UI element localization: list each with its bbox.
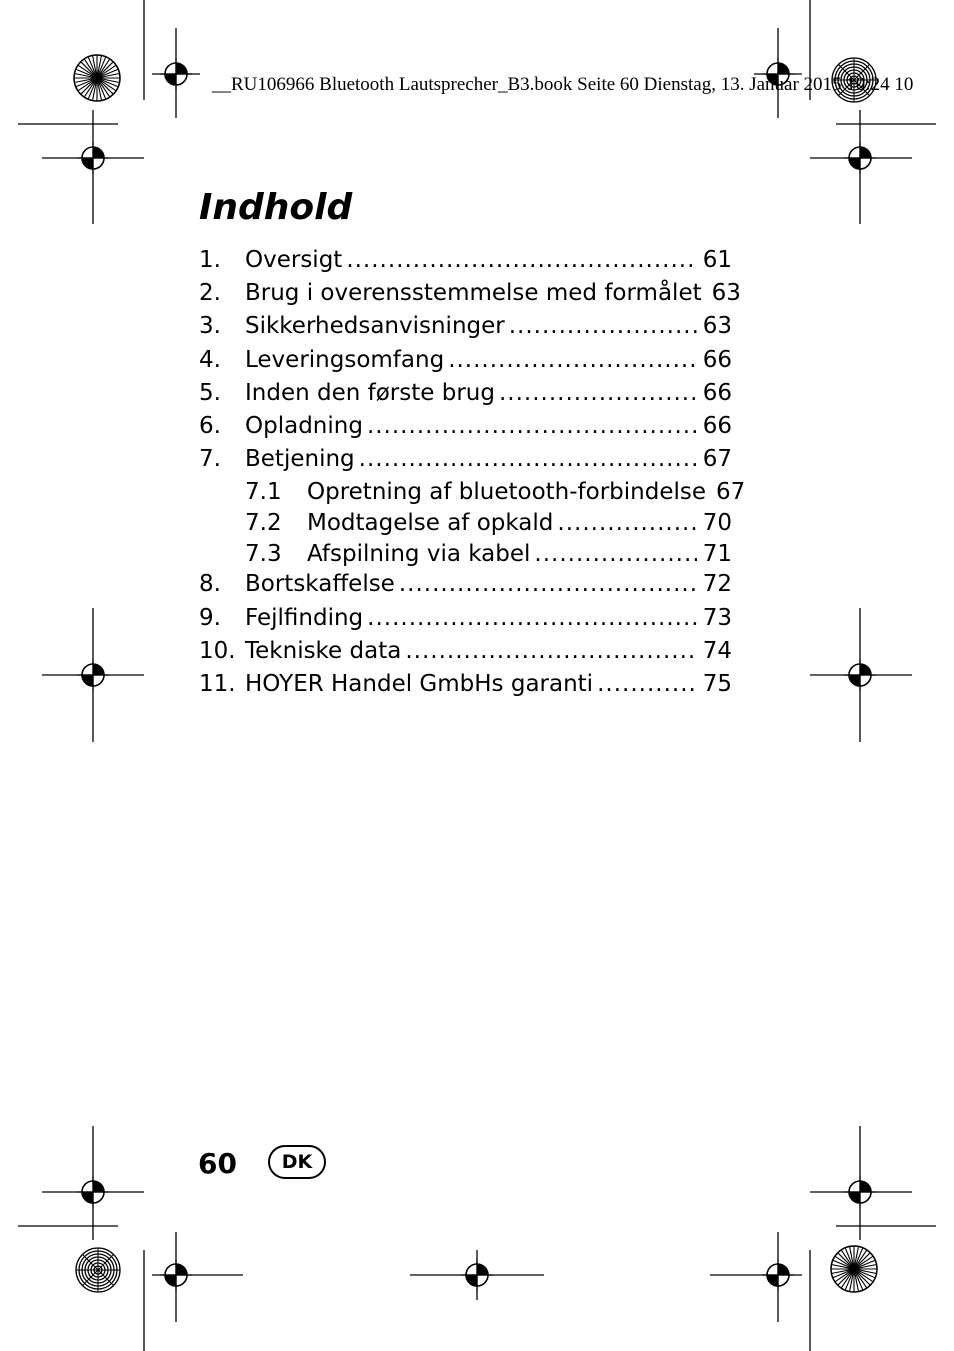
- toc-dot-leader: [399, 573, 697, 596]
- toc-entry-number: 7.3: [245, 540, 282, 567]
- toc-entry[interactable]: [199, 670, 732, 706]
- toc-entry[interactable]: [199, 280, 741, 315]
- toc-entry-number: 2.: [199, 280, 221, 307]
- toc-entry-label: Inden den første brug: [245, 379, 495, 406]
- toc-entry-page: 70: [702, 510, 732, 536]
- toc-entry-label: Afspilning via kabel: [307, 540, 531, 567]
- language-badge: DK: [268, 1145, 326, 1179]
- toc-entry-page: 67: [702, 446, 732, 473]
- toc-dot-leader: [534, 543, 696, 566]
- toc-entry-page: 66: [702, 379, 732, 406]
- toc-entry-page: 63: [711, 280, 741, 307]
- toc-dot-leader: [346, 249, 696, 272]
- toc-entry-number: 9.: [199, 604, 221, 631]
- toc-dot-leader: [499, 382, 697, 405]
- toc-entry-number: 10.: [199, 637, 236, 664]
- toc-entry-number: 11.: [199, 670, 236, 697]
- toc-entry-number: 1.: [199, 247, 221, 273]
- toc-entry-number: 7.2: [245, 510, 282, 536]
- toc-entry-page: 72: [702, 571, 732, 598]
- toc-entry-page: 74: [702, 637, 732, 664]
- toc-entry-label: Bortskaffelse: [245, 571, 395, 598]
- toc-dot-leader: [367, 415, 697, 438]
- toc-entry[interactable]: [199, 637, 732, 673]
- toc-entry-label: Oversigt: [245, 247, 343, 273]
- toc-entry-page: 73: [702, 604, 732, 631]
- toc-entry-number: 5.: [199, 379, 221, 406]
- toc-entry-page: 67: [716, 479, 746, 506]
- toc-entry-label: Brug i overensstemmelse med formålet: [245, 280, 702, 307]
- toc-entry-number: 6.: [199, 412, 221, 439]
- toc-entry[interactable]: [199, 249, 732, 282]
- toc-entry-number: 7.: [199, 446, 221, 473]
- toc-entry-number: 8.: [199, 571, 221, 598]
- toc-entry[interactable]: [199, 315, 732, 348]
- toc-subentry[interactable]: [199, 512, 732, 543]
- toc-entry-label: Opladning: [245, 412, 363, 439]
- toc-entry-label: Leveringsomfang: [245, 346, 445, 373]
- toc-entry-page: 75: [702, 670, 732, 697]
- toc-entry-label: Betjening: [245, 446, 355, 473]
- toc-entry[interactable]: [199, 346, 732, 382]
- toc-entry[interactable]: [199, 448, 732, 481]
- toc-entry-label: HOYER Handel GmbHs garanti: [245, 670, 594, 697]
- toc-dot-leader: [509, 315, 697, 338]
- toc-entry-label: Modtagelse af opkald: [307, 510, 554, 536]
- toc-entry[interactable]: [199, 379, 732, 415]
- toc-entry-page: 63: [702, 313, 732, 340]
- toc-entry-number: 4.: [199, 346, 221, 373]
- toc-entry-number: 3.: [199, 313, 221, 340]
- toc-entry-label: Opretning af bluetooth-forbindelse: [307, 479, 707, 506]
- print-slug-header: __RU106966 Bluetooth Lautsprecher_B3.book Seite 60 Dienstag, 13. Januar 2015 10:24 10: [212, 74, 914, 95]
- toc-dot-leader: [359, 448, 697, 471]
- toc-subentry[interactable]: [199, 540, 732, 574]
- toc-entry-page: 61: [702, 247, 732, 273]
- toc-dot-leader: [597, 673, 697, 696]
- toc-entry-page: 66: [702, 412, 732, 439]
- toc-entry-page: 66: [702, 346, 732, 373]
- toc-entry[interactable]: [199, 573, 732, 606]
- toc-dot-leader: [557, 512, 696, 535]
- toc-entry[interactable]: [199, 604, 732, 640]
- toc-dot-leader: [367, 607, 697, 630]
- toc-dot-leader: [405, 640, 696, 663]
- toc-entry-label: Sikkerhedsanvisninger: [245, 313, 505, 340]
- toc-entry[interactable]: [199, 412, 732, 448]
- page-number: 60: [198, 1147, 237, 1180]
- toc-entry-label: Fejlfinding: [245, 604, 364, 631]
- toc-entry-number: 7.1: [245, 479, 282, 506]
- table-of-contents: [199, 247, 746, 706]
- toc-subentry[interactable]: [199, 479, 746, 512]
- page-title: Indhold: [199, 187, 353, 228]
- toc-entry-label: Tekniske data: [245, 637, 402, 664]
- toc-dot-leader: [448, 349, 697, 372]
- toc-entry-page: 71: [702, 540, 732, 567]
